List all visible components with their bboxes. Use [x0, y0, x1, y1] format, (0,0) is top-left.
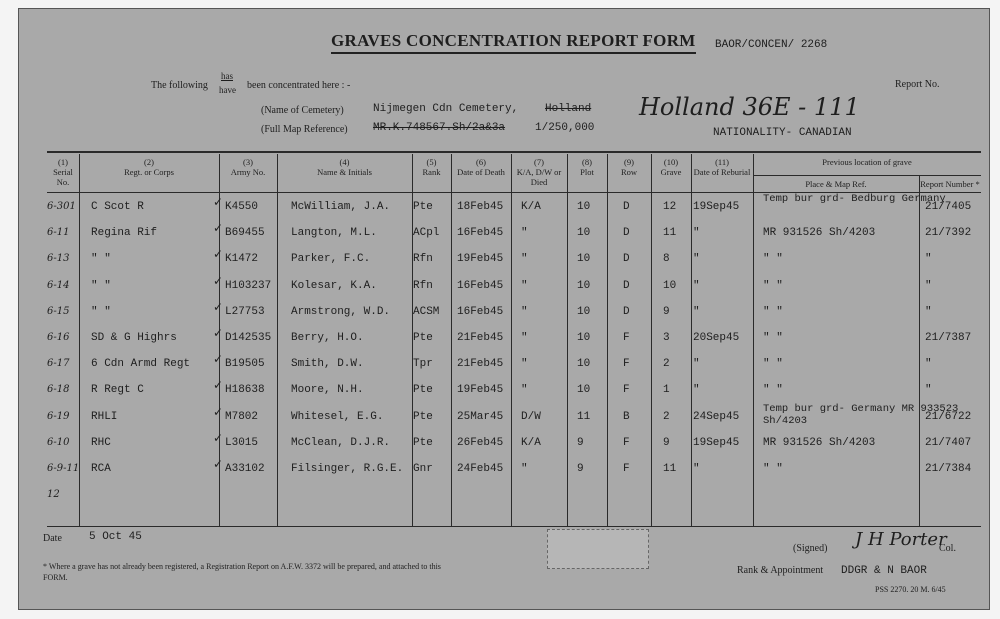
cell-regt: C Scot R — [91, 201, 144, 213]
cell-army: A33102 — [225, 463, 265, 475]
cell-row: B — [623, 410, 630, 423]
cell-row: D — [623, 253, 630, 266]
cell-ka: K/A — [521, 201, 541, 213]
cell-reburial: " — [693, 227, 700, 240]
cell-name: Armstrong, W.D. — [291, 305, 391, 318]
cell-report: " — [925, 384, 932, 397]
stamp-box — [547, 529, 649, 569]
col-divider — [919, 175, 920, 526]
cell-name: Whitesel, E.G. — [291, 410, 384, 423]
cell-rank: Pte — [413, 201, 433, 213]
cell-report: 21/7392 — [925, 227, 972, 240]
cell-serial: 6-14 — [47, 279, 70, 291]
cell-date: 16Feb45 — [457, 305, 504, 318]
cell-army: M7802 — [225, 410, 259, 423]
cell-reburial: 24Sep45 — [693, 410, 740, 423]
cell-plot: 10 — [577, 253, 591, 266]
cell-report: 21/7405 — [925, 201, 972, 213]
cell-report: " — [925, 305, 932, 318]
cell-grave: 10 — [663, 279, 677, 292]
cell-rank: Pte — [413, 332, 433, 344]
cell-ka: " — [521, 305, 528, 318]
check-mark-icon: ✓ — [213, 404, 224, 419]
cemetery-value: Nijmegen Cdn Cemetery, — [373, 103, 519, 115]
cell-regt: SD & G Highrs — [91, 332, 177, 344]
col-ka-header: (7) K/A, D/W or Died — [516, 157, 562, 187]
cell-grave: 11 — [663, 227, 677, 240]
cell-serial: 6-19 — [47, 410, 70, 422]
cell-serial: 12 — [47, 489, 60, 501]
cell-ka: " — [521, 463, 528, 475]
check-mark-icon: ✓ — [213, 273, 224, 288]
cell-reburial: " — [693, 279, 700, 292]
col-divider — [277, 154, 278, 526]
cell-place: " " — [763, 305, 783, 318]
cell-grave: 3 — [663, 332, 670, 344]
intro-suffix: been concentrated here : - — [247, 80, 351, 91]
footnote: * Where a grave has not already been registered, a Registration Report on A.F.W. 3372 will be prepared, and attached to this FORM. — [43, 562, 441, 582]
signature: J H Porter — [855, 529, 947, 550]
cell-ka: " — [521, 358, 528, 371]
signed-label: (Signed) — [793, 543, 828, 554]
cell-reburial: 20Sep45 — [693, 332, 740, 344]
cell-date: 19Feb45 — [457, 384, 504, 397]
cell-date: 26Feb45 — [457, 436, 504, 449]
place-header: Place & Map Ref. — [805, 179, 867, 189]
cell-grave: 11 — [663, 463, 677, 475]
cell-date: 24Feb45 — [457, 463, 504, 475]
cell-row: D — [623, 201, 630, 213]
check-mark-icon: ✓ — [213, 299, 224, 314]
date-value: 5 Oct 45 — [89, 531, 142, 543]
intro-prefix: The following — [151, 80, 208, 91]
cell-report: " — [925, 358, 932, 371]
check-mark-icon: ✓ — [213, 352, 224, 367]
cell-place: " " — [763, 358, 783, 371]
check-mark-icon: ✓ — [213, 326, 224, 340]
cell-report: 21/7384 — [925, 463, 972, 475]
cell-date: 21Feb45 — [457, 332, 504, 344]
cell-plot: 9 — [577, 463, 584, 475]
cell-rank: ACpl — [413, 227, 440, 240]
intro-have: have — [219, 85, 236, 95]
cell-place: " " — [763, 332, 783, 344]
col-army-header: (3) Army No. — [230, 157, 266, 177]
report-no-label: Report No. — [895, 79, 940, 90]
graves-report-form — [18, 8, 990, 610]
cell-ka: " — [521, 332, 528, 344]
map-value: 1/250,000 — [535, 122, 595, 134]
cell-place: " " — [763, 384, 783, 397]
cell-regt: RHC — [91, 436, 111, 449]
cell-ka: " — [521, 279, 528, 292]
col-date-header: (6) Date of Death — [457, 157, 505, 177]
cell-regt: " " — [91, 253, 111, 266]
cell-reburial: 19Sep45 — [693, 201, 740, 213]
cell-report: 21/7407 — [925, 436, 972, 449]
col-plot-header: (8) Plot — [580, 157, 594, 177]
cell-reburial: 19Sep45 — [693, 436, 740, 449]
cell-serial: 6-9-11 — [47, 463, 80, 474]
cell-serial: 6-301 — [47, 201, 76, 212]
cell-plot: 10 — [577, 201, 591, 213]
rank-label: Rank & Appointment — [737, 565, 824, 576]
cell-place: Temp bur grd- Bedburg Germany — [763, 193, 946, 205]
form-reference: BAOR/CONCEN/ 2268 — [715, 39, 828, 51]
cell-regt: " " — [91, 305, 111, 318]
cell-row: D — [623, 279, 630, 292]
cell-serial: 6-16 — [47, 332, 70, 343]
cell-ka: " — [521, 227, 528, 240]
cell-row: F — [623, 384, 630, 397]
cell-plot: 10 — [577, 358, 591, 371]
cell-reburial: " — [693, 253, 700, 266]
cell-army: B69455 — [225, 227, 265, 240]
col-label: Col. — [939, 543, 956, 554]
previous-location-header: Previous location of grave — [822, 157, 912, 167]
cell-place: " " — [763, 279, 783, 292]
print-reference: PSS 2270. 20 M. 6/45 — [875, 585, 946, 594]
cell-rank: Pte — [413, 436, 433, 449]
col-divider — [511, 154, 512, 526]
cell-army: D142535 — [225, 332, 272, 344]
cell-plot: 10 — [577, 279, 591, 292]
cell-reburial: " — [693, 358, 700, 371]
check-mark-icon: ✓ — [213, 247, 224, 262]
cell-ka: " — [521, 384, 528, 397]
cell-serial: 6-10 — [47, 436, 70, 448]
table-bottom-rule — [47, 526, 981, 527]
cell-army: L3015 — [225, 436, 259, 449]
cell-army: K4550 — [225, 201, 259, 213]
col-divider — [691, 154, 692, 526]
cell-name: Langton, M.L. — [291, 227, 377, 240]
col-rank-header: (5) Rank — [422, 157, 441, 177]
nationality: NATIONALITY- CANADIAN — [713, 127, 852, 139]
cell-serial: 6-11 — [47, 227, 70, 239]
map-struck: MR.K.748567.Sh/2a&3a — [373, 122, 506, 134]
cell-name: McWilliam, J.A. — [291, 201, 391, 213]
check-mark-icon: ✓ — [213, 457, 224, 471]
cell-serial: 6-17 — [47, 358, 70, 370]
cell-army: H103237 — [225, 279, 272, 292]
col-row-header: (9) Row — [620, 157, 638, 177]
cell-regt: R Regt C — [91, 384, 144, 397]
col-regt-header: (2) Regt. or Corps — [124, 157, 174, 177]
cell-row: F — [623, 332, 630, 344]
form-title: GRAVES CONCENTRATION REPORT FORM — [331, 31, 696, 54]
cell-name: Smith, D.W. — [291, 358, 364, 371]
cell-date: 18Feb45 — [457, 201, 504, 213]
col-divider — [607, 154, 608, 526]
cell-row: F — [623, 436, 630, 449]
cell-regt: Regina Rif — [91, 227, 158, 240]
col-divider — [567, 154, 568, 526]
cell-plot: 10 — [577, 332, 591, 344]
rank-value: DDGR & N BAOR — [841, 565, 927, 577]
cell-row: F — [623, 463, 630, 475]
cell-army: B19505 — [225, 358, 265, 371]
cell-date: 21Feb45 — [457, 358, 504, 371]
cell-grave: 2 — [663, 358, 670, 371]
cell-ka: " — [521, 253, 528, 266]
cell-reburial: " — [693, 384, 700, 397]
cell-reburial: " — [693, 463, 700, 475]
cell-regt: 6 Cdn Armd Regt — [91, 358, 191, 371]
cell-rank: Gnr — [413, 463, 433, 475]
cell-regt: " " — [91, 279, 111, 292]
cell-ka: D/W — [521, 410, 541, 423]
cell-row: F — [623, 358, 630, 371]
cell-regt: RHLI — [91, 410, 118, 423]
handwritten-location: Holland 36E - 111 — [639, 93, 860, 121]
cell-date: 25Mar45 — [457, 410, 504, 423]
cell-date: 19Feb45 — [457, 253, 504, 266]
check-mark-icon: ✓ — [213, 221, 224, 236]
check-mark-icon: ✓ — [213, 430, 224, 445]
col-divider — [753, 154, 754, 526]
cell-grave: 1 — [663, 384, 670, 397]
cell-name: McClean, D.J.R. — [291, 436, 391, 449]
cell-regt: RCA — [91, 463, 111, 475]
cell-date: 16Feb45 — [457, 227, 504, 240]
cell-row: D — [623, 305, 630, 318]
map-label: (Full Map Reference) — [261, 124, 348, 135]
cell-plot: 10 — [577, 227, 591, 240]
col-grave-header: (10) Grave — [660, 157, 682, 177]
cell-grave: 2 — [663, 410, 670, 423]
cell-name: Parker, F.C. — [291, 253, 371, 266]
table-top-rule — [47, 151, 981, 153]
cell-place: " " — [763, 463, 783, 475]
cell-grave: 9 — [663, 305, 670, 318]
col-divider — [451, 154, 452, 526]
cell-serial: 6-13 — [47, 253, 70, 265]
col-serial-header: (1) Serial No. — [53, 157, 73, 187]
cell-plot: 11 — [577, 410, 591, 423]
date-label: Date — [43, 533, 62, 544]
cell-plot: 10 — [577, 384, 591, 397]
cell-serial: 6-15 — [47, 305, 70, 317]
cell-report: " — [925, 279, 932, 292]
cemetery-label: (Name of Cemetery) — [261, 105, 344, 116]
cell-ka: K/A — [521, 436, 541, 449]
cell-date: 16Feb45 — [457, 279, 504, 292]
cell-report: " — [925, 253, 932, 266]
cell-place: " " — [763, 253, 783, 266]
cell-row: D — [623, 227, 630, 240]
cell-place: MR 931526 Sh/4203 — [763, 227, 876, 240]
cell-rank: Pte — [413, 410, 433, 423]
cell-grave: 8 — [663, 253, 670, 266]
cell-place: MR 931526 Sh/4203 — [763, 436, 876, 449]
cell-army: L27753 — [225, 305, 265, 318]
cell-name: Moore, N.H. — [291, 384, 364, 397]
cell-name: Berry, H.O. — [291, 332, 364, 344]
cell-plot: 9 — [577, 436, 584, 449]
cell-rank: Tpr — [413, 358, 433, 371]
cell-report: 21/6722 — [925, 410, 972, 423]
cell-rank: Rfn — [413, 279, 433, 292]
intro-has: has — [221, 71, 233, 81]
cell-name: Kolesar, K.A. — [291, 279, 377, 292]
cell-place: Temp bur grd- Germany MR 933523 Sh/4203 — [763, 402, 959, 427]
cell-rank: Pte — [413, 384, 433, 397]
cell-army: H18638 — [225, 384, 265, 397]
col-name-header: (4) Name & Initials — [317, 157, 372, 177]
col-divider — [651, 154, 652, 526]
cell-plot: 10 — [577, 305, 591, 318]
cell-rank: Rfn — [413, 253, 433, 266]
cell-army: K1472 — [225, 253, 259, 266]
cell-grave: 9 — [663, 436, 670, 449]
cell-reburial: " — [693, 305, 700, 318]
col-reburial-header: (11) Date of Reburial — [693, 157, 751, 177]
report-header: Report Number * — [920, 179, 980, 189]
check-mark-icon: ✓ — [213, 378, 224, 393]
cell-report: 21/7387 — [925, 332, 972, 344]
cell-name: Filsinger, R.G.E. — [291, 463, 404, 475]
check-mark-icon: ✓ — [213, 195, 224, 209]
cell-serial: 6-18 — [47, 384, 70, 396]
previous-location-rule — [753, 175, 981, 176]
cell-grave: 12 — [663, 201, 677, 213]
cemetery-struck: Holland — [545, 103, 592, 115]
cell-rank: ACSM — [413, 305, 440, 318]
